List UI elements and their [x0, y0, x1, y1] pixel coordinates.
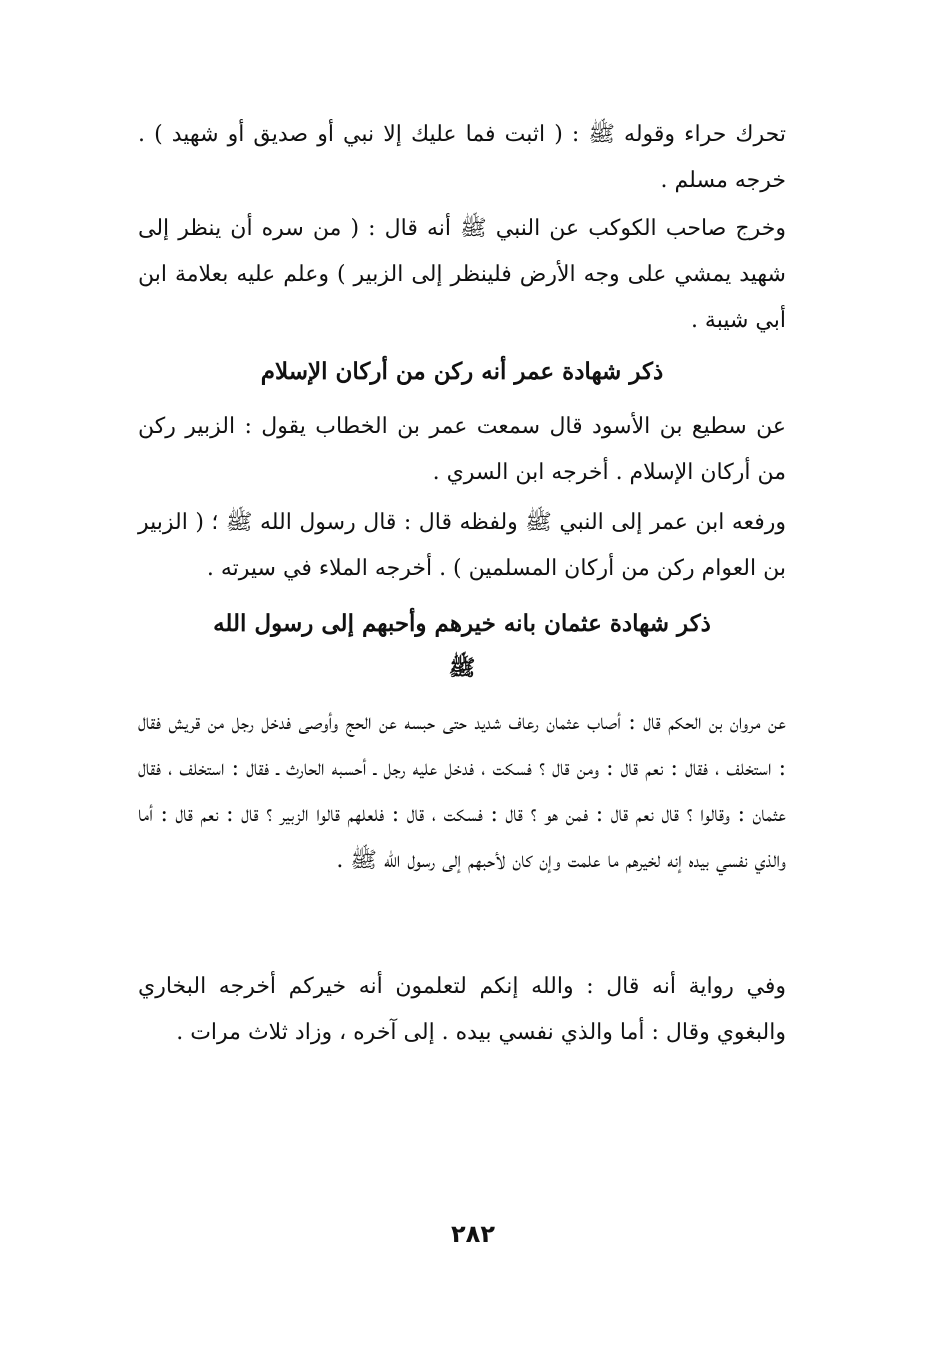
heading-omar-testimony: ذكر شهادة عمر أنه ركن من أركان الإسلام — [260, 358, 664, 385]
paragraph-hira: تحرك حراء وقوله ﷺ : ( اثبت فما عليك إلا نبي أو صديق أو شهيد ) . خرجه مسلم . — [138, 122, 786, 193]
paragraph-satih: عن سطيع بن الأسود قال سمعت عمر بن الخطاب يقول : الزبير ركن من أركان الإسلام . أخرجه ابن السري . — [138, 414, 786, 485]
paragraph-riwaya: وفي رواية أنه قال : والله إنكم لتعلمون أنه خيركم أخرجه البخاري والبغوي وقال : أما والذي نفسي بيده . إلى آخره ، وزاد ثلاث مرات . — [138, 974, 786, 1045]
paragraph-kawkab: وخرج صاحب الكوكب عن النبي ﷺ أنه قال : ( من سره أن ينظر إلى شهيد يمشي على وجه الأرض فلينظر إلى الزبير ) وعلم عليه بعلامة ابن أبي شيبة . — [138, 216, 786, 333]
heading-uthman-testimony: ذكر شهادة عثمان بانه خيرهم وأحبهم إلى رسول الله — [213, 610, 711, 637]
page-number: ٢٨٢ — [451, 1220, 495, 1248]
paragraph-marwan: عن مروان بن الحكم قال : أصاب عثمان رعاف شديد حتى حبسه عن الحج وأوصى فدخل رجل من قريش فقال : استخلف ، فقال : نعم قال : ومن قال ؟ فسكت ، فدخل عليه رجل ـ أحسبه الحارث ـ فقال : استخلف ، فقال عثمان : وقالوا ؟ قال نعم قال : فمن هو ؟ قال : فسكت ، قال : فلعلهم قالوا الزبير ؟ قال : نعم قال : أما والذي نفسي بيده إنه لخيرهم ما علمت وإن كان لأحبهم إلى رسول الله ﷺ . — [138, 710, 786, 873]
heading-pbuh-mark: ﷺ — [448, 655, 476, 681]
paragraph-ibn-omar: ورفعه ابن عمر إلى النبي ﷺ ولفظه قال : قال رسول الله ﷺ ؛ ( الزبير بن العوام ركن من أركان المسلمين ) . أخرجه الملاء في سيرته . — [138, 510, 786, 581]
